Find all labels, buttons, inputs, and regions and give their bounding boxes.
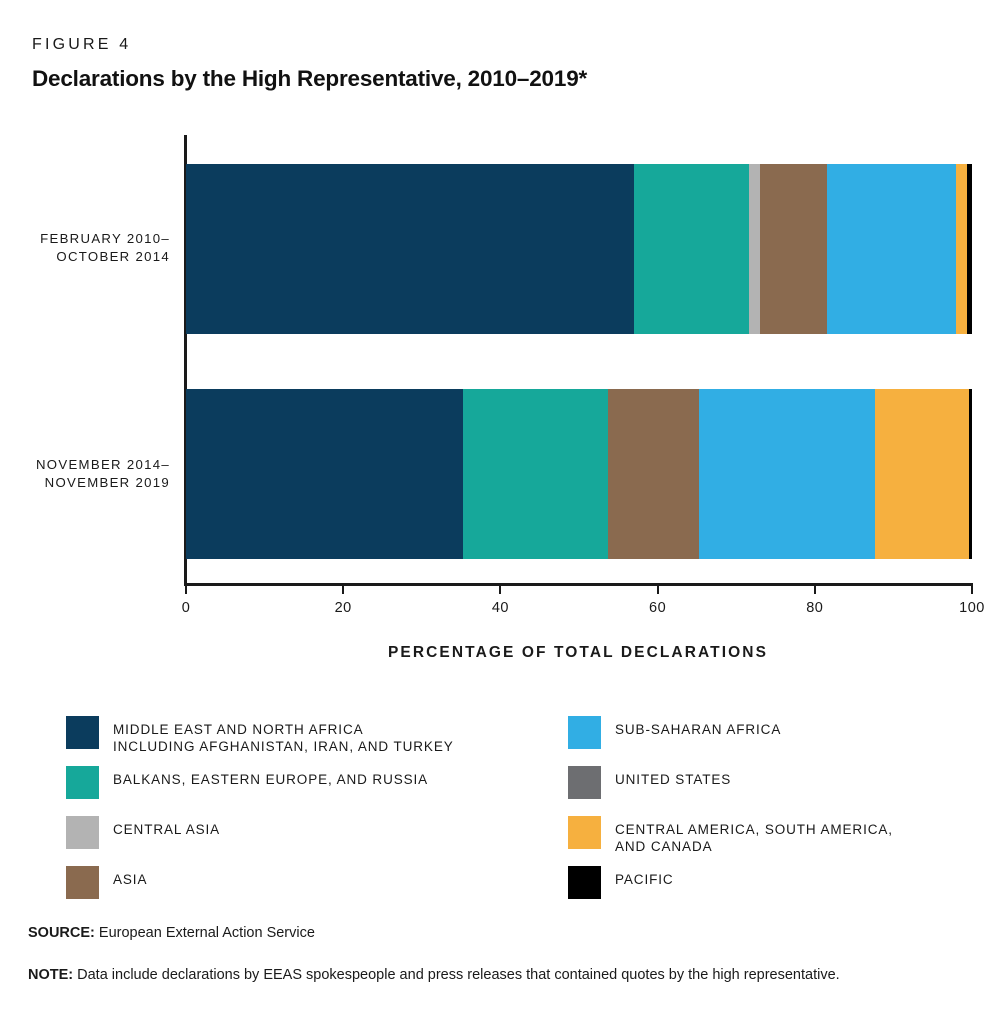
x-tick — [185, 583, 187, 594]
x-tick-label: 40 — [491, 600, 509, 616]
note-label: NOTE: — [28, 967, 74, 983]
x-axis-line — [184, 583, 972, 586]
legend-label-line1: PACIFIC — [615, 872, 674, 887]
legend-swatch — [66, 816, 99, 849]
legend-label — [113, 716, 454, 755]
bar-segment — [749, 164, 760, 334]
category-label-1-line2: NOVEMBER 2019 — [44, 475, 170, 490]
legend-label-line1: ASIA — [113, 872, 148, 887]
x-tick — [971, 583, 973, 594]
note-line — [28, 967, 840, 983]
category-label-0-line1: FEBRUARY 2010– — [40, 231, 170, 246]
legend-label — [615, 816, 893, 855]
legend-label — [113, 766, 428, 789]
legend-label-line2: INCLUDING AFGHANISTAN, IRAN, AND TURKEY — [113, 738, 454, 754]
bar-segment — [608, 389, 699, 559]
bar-segment — [875, 389, 969, 559]
source-label: SOURCE: — [28, 925, 95, 941]
legend-swatch — [66, 716, 99, 749]
bar-segment — [956, 164, 967, 334]
legend-item — [66, 716, 546, 755]
chart-legend — [0, 708, 1000, 908]
x-axis-title: PERCENTAGE OF TOTAL DECLARATIONS — [387, 644, 769, 661]
legend-item — [66, 816, 546, 849]
legend-swatch — [568, 716, 601, 749]
x-tick-label: 100 — [959, 600, 985, 616]
stacked-bar-row-1 — [186, 389, 972, 559]
bar-segment — [760, 164, 828, 334]
legend-label — [615, 866, 674, 889]
legend-label-line1: SUB-SAHARAN AFRICA — [615, 722, 782, 737]
legend-item — [66, 766, 546, 799]
x-tick — [657, 583, 659, 594]
source-text: European External Action Service — [98, 925, 315, 941]
legend-label-line2: AND CANADA — [615, 838, 713, 854]
bar-segment — [827, 164, 956, 334]
legend-label — [615, 766, 731, 789]
chart-area — [0, 130, 1000, 690]
legend-item — [568, 766, 988, 799]
x-tick — [342, 583, 344, 594]
x-tick — [499, 583, 501, 594]
bar-segment — [186, 389, 463, 559]
legend-label — [615, 716, 781, 739]
page-title: Declarations by the High Representative, 2010–2019* — [32, 66, 588, 91]
legend-item — [568, 866, 988, 899]
legend-swatch — [568, 766, 601, 799]
x-tick-label: 20 — [334, 600, 352, 616]
legend-item — [568, 716, 988, 749]
x-tick-label: 0 — [181, 600, 191, 616]
legend-label-line1: UNITED STATES — [615, 772, 732, 787]
note-text: Data include declarations by EEAS spokespeople and press releases that contained quotes by the high representative. — [77, 967, 840, 983]
bar-segment — [186, 164, 634, 334]
legend-label-line1: CENTRAL AMERICA, SOUTH AMERICA, — [615, 822, 893, 837]
legend-swatch — [66, 766, 99, 799]
x-tick-label: 60 — [649, 600, 667, 616]
bar-segment — [699, 389, 874, 559]
legend-label — [113, 866, 147, 889]
bar-segment — [969, 389, 972, 559]
stacked-bar-row-0 — [186, 164, 972, 334]
bar-segment — [967, 164, 972, 334]
source-line — [28, 925, 315, 941]
figure-label: FIGURE 4 — [32, 36, 132, 53]
legend-label-line1: BALKANS, EASTERN EUROPE, AND RUSSIA — [113, 772, 429, 787]
bar-segment — [463, 389, 608, 559]
legend-swatch — [568, 816, 601, 849]
legend-label — [113, 816, 220, 839]
legend-item — [568, 816, 988, 855]
legend-label-line1: CENTRAL ASIA — [113, 822, 221, 837]
legend-label-line1: MIDDLE EAST AND NORTH AFRICA — [113, 722, 364, 737]
legend-item — [66, 866, 546, 899]
legend-swatch — [568, 866, 601, 899]
category-label-1-line1: NOVEMBER 2014– — [35, 457, 170, 472]
x-tick — [814, 583, 816, 594]
x-tick-label: 80 — [806, 600, 824, 616]
legend-swatch — [66, 866, 99, 899]
bar-segment — [634, 164, 749, 334]
category-label-0-line2: OCTOBER 2014 — [56, 249, 170, 264]
